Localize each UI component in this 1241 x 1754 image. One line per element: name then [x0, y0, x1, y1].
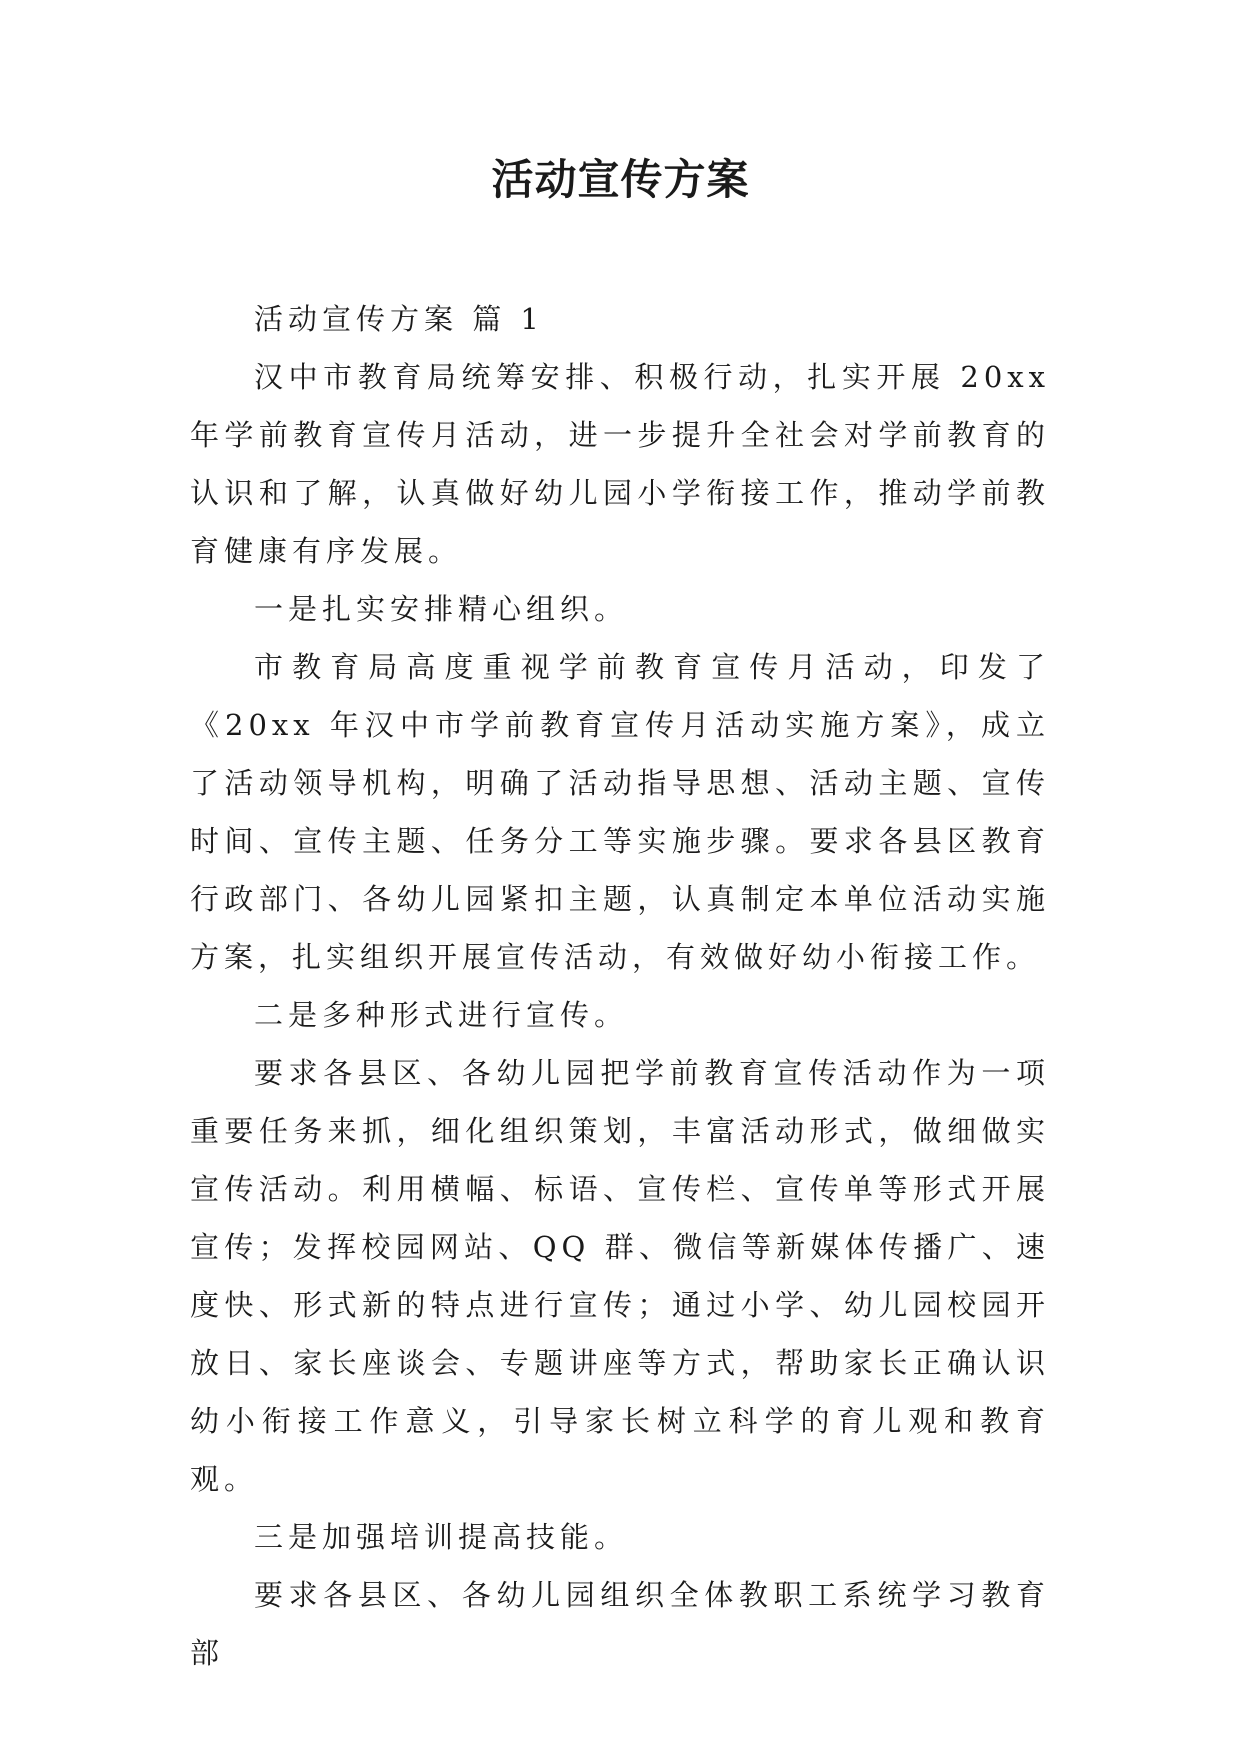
document-title: 活动宣传方案: [491, 155, 750, 204]
paragraph: 三是加强培训提高技能。: [254, 1520, 629, 1554]
paragraph: 汉中市教育局统筹安排、积极行动，扎实开展 20xx 年学前教育宣传月活动，进一步提升全社会对学前教育的认识和了解，认真做好幼儿园小学衔接工作，推动学前教育健康有序发展。: [190, 360, 1050, 568]
paragraph: 市教育局高度重视学前教育宣传月活动，印发了《20xx 年汉中市学前教育宣传月活动实施方案》，成立了活动领导机构，明确了活动指导思想、活动主题、宣传时间、宣传主题、任务分工等实施步骤。要求各县区教育行政部门、各幼儿园紧扣主题，认真制定本单位活动实施方案，扎实组织开展宣传活动，有效做好幼小衔接工作。: [190, 650, 1050, 974]
paragraph: 二是多种形式进行宣传。: [254, 998, 629, 1032]
paragraph: 一是扎实安排精心组织。: [254, 592, 629, 626]
document-body: [190, 290, 1050, 1682]
paragraph: 要求各县区、各幼儿园把学前教育宣传活动作为一项重要任务来抓，细化组织策划，丰富活动形式，做细做实宣传活动。利用横幅、标语、宣传栏、宣传单等形式开展宣传；发挥校园网站、QQ 群、微信等新媒体传播广、速度快、形式新的特点进行宣传；通过小学、幼儿园校园开放日、家长座谈会、专题讲座等方式，帮助家长正确认识幼小衔接工作意义，引导家长树立科学的育儿观和教育观。: [190, 1056, 1050, 1496]
section-heading: 活动宣传方案 篇 1: [254, 302, 544, 336]
paragraph: 要求各县区、各幼儿园组织全体教职工系统学习教育部: [190, 1578, 1050, 1670]
